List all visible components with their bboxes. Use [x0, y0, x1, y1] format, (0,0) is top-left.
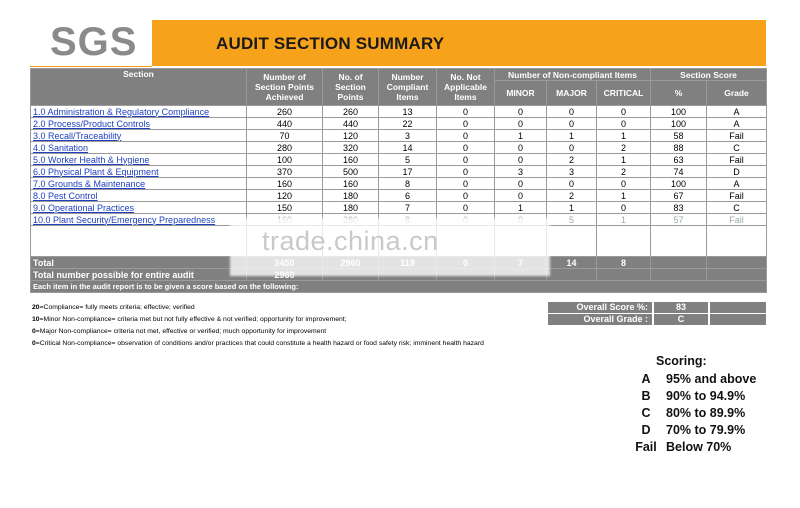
cell-critical: 0: [597, 178, 651, 190]
table-row: [31, 166, 767, 178]
cell-points: 260: [323, 106, 379, 118]
cell-critical: 1: [597, 130, 651, 142]
scoring-row: B 90% to 94.9%: [641, 389, 746, 403]
cell-grade: A: [707, 118, 767, 130]
cell-points: 440: [323, 118, 379, 130]
cell-na: 0: [437, 154, 495, 166]
header-not-applicable: No. Not Applicable Items: [437, 69, 495, 106]
cell-points: 500: [323, 166, 379, 178]
cell-na: 0: [437, 118, 495, 130]
title-banner: [152, 20, 766, 66]
cell-grade: C: [707, 142, 767, 154]
cell-pct: 67: [651, 190, 707, 202]
cell-points: 160: [323, 154, 379, 166]
cell-pct: 100: [651, 106, 707, 118]
section-link[interactable]: 2.0 Process/Product Controls: [31, 118, 247, 130]
header-compliant: Number Compliant Items: [379, 69, 437, 106]
cell-major: 2: [547, 154, 597, 166]
cell-major: 1: [547, 130, 597, 142]
cell-grade: Fail: [707, 154, 767, 166]
cell-minor: 1: [495, 202, 547, 214]
overall-grade: [548, 314, 766, 325]
cell-achieved: 370: [247, 166, 323, 178]
cell-na: 0: [437, 130, 495, 142]
logo-underline: [30, 66, 152, 67]
header-section-score: Section Score: [651, 69, 767, 81]
sgs-logo: SGS: [50, 20, 138, 64]
cell-points: 160: [323, 178, 379, 190]
scoring-note: Each item in the audit report is to be given a score based on the following:: [31, 281, 767, 293]
cell-compliant: 6: [379, 190, 437, 202]
cell-compliant: 22: [379, 118, 437, 130]
cell-major: 1: [547, 202, 597, 214]
cell-grade: C: [707, 202, 767, 214]
section-link[interactable]: 3.0 Recall/Traceability: [31, 130, 247, 142]
cell-major: 2: [547, 190, 597, 202]
total-label: Total: [31, 257, 247, 269]
header-critical: CRITICAL: [597, 81, 651, 106]
cell-critical: 2: [597, 142, 651, 154]
cell-pct: 100: [651, 178, 707, 190]
cell-points: 320: [323, 142, 379, 154]
cell-achieved: 440: [247, 118, 323, 130]
cell-compliant: 3: [379, 130, 437, 142]
overall-grade-label: Overall Grade :: [548, 314, 652, 325]
cell-grade: D: [707, 166, 767, 178]
cell-minor: 0: [495, 178, 547, 190]
cell-minor: 0: [495, 106, 547, 118]
table-row: [31, 130, 767, 142]
cell-achieved: 280: [247, 142, 323, 154]
section-link[interactable]: 5.0 Worker Health & Hygiene: [31, 154, 247, 166]
table-row: [31, 178, 767, 190]
cell-compliant: 7: [379, 202, 437, 214]
cell-major: 5: [547, 214, 597, 226]
scoring-row: Fail Below 70%: [635, 440, 732, 454]
cell-pct: 100: [651, 118, 707, 130]
cell-grade: Fail: [707, 130, 767, 142]
total-major: 14: [547, 257, 597, 269]
cell-critical: 0: [597, 106, 651, 118]
cell-compliant: 5: [379, 154, 437, 166]
total-possible-label: Total number possible for entire audit: [31, 269, 247, 281]
cell-compliant: 8: [379, 178, 437, 190]
cell-major: 3: [547, 166, 597, 178]
note-row: [31, 281, 767, 293]
scoring-row: D 70% to 79.9%: [641, 423, 746, 437]
cell-points: 120: [323, 130, 379, 142]
cell-grade: Fail: [707, 214, 767, 226]
scoring-row: A 95% and above: [641, 372, 757, 386]
cell-pct: 74: [651, 166, 707, 178]
cell-pct: 88: [651, 142, 707, 154]
cell-grade: Fail: [707, 190, 767, 202]
scoring-title: Scoring:: [656, 354, 707, 368]
table-row: [31, 106, 767, 118]
overall-score: [548, 302, 766, 313]
cell-major: 0: [547, 106, 597, 118]
cell-minor: 3: [495, 166, 547, 178]
table-row: [31, 118, 767, 130]
cell-minor: 0: [495, 154, 547, 166]
table-row: [31, 154, 767, 166]
total-critical: 8: [597, 257, 651, 269]
cell-points: 180: [323, 202, 379, 214]
header-noncompliant-group: Number of Non-compliant Items: [495, 69, 651, 81]
cell-critical: 1: [597, 154, 651, 166]
section-link[interactable]: 7.0 Grounds & Maintenance: [31, 178, 247, 190]
cell-na: 0: [437, 178, 495, 190]
table-row: [31, 202, 767, 214]
section-link[interactable]: 6.0 Physical Plant & Equipment: [31, 166, 247, 178]
legend-item: 20=Compliance= fully meets criteria; effective; verified: [32, 304, 195, 311]
cell-pct: 83: [651, 202, 707, 214]
cell-na: 0: [437, 142, 495, 154]
table-row: [31, 142, 767, 154]
cell-achieved: 70: [247, 130, 323, 142]
header-section: Section: [31, 69, 247, 106]
section-link[interactable]: 1.0 Administration & Regulatory Compliance: [31, 106, 247, 118]
cell-pct: 63: [651, 154, 707, 166]
cell-pct: 58: [651, 130, 707, 142]
header-grade: Grade: [707, 81, 767, 106]
cell-minor: 0: [495, 118, 547, 130]
header-percent: %: [651, 81, 707, 106]
header-major: MAJOR: [547, 81, 597, 106]
cell-na: 0: [437, 202, 495, 214]
cell-points: 180: [323, 190, 379, 202]
cell-major: 0: [547, 178, 597, 190]
legend-item: 10=Minor Non-compliance= criteria met but not fully effective & not verified; opportunity for improvement;: [32, 316, 347, 323]
section-link[interactable]: 8.0 Pest Control: [31, 190, 247, 202]
header-section-points: No. of Section Points: [323, 69, 379, 106]
cell-achieved: 120: [247, 190, 323, 202]
section-link[interactable]: 9.0 Operational Practices: [31, 202, 247, 214]
scoring-row: C 80% to 89.9%: [641, 406, 746, 420]
cell-achieved: 150: [247, 202, 323, 214]
legend-item: 0=Major Non-compliance= criteria not met, effective or verified; much opportunity for improvement: [32, 328, 327, 335]
cell-achieved: 260: [247, 106, 323, 118]
cell-compliant: 17: [379, 166, 437, 178]
cell-minor: 0: [495, 190, 547, 202]
cell-critical: 2: [597, 166, 651, 178]
watermark-text: trade.china.cn: [262, 226, 439, 256]
cell-major: 0: [547, 118, 597, 130]
cell-pct: 57: [651, 214, 707, 226]
cell-minor: 1: [495, 130, 547, 142]
legend-item: 0=Critical Non-compliance= observation of conditions and/or practices that could constitute a health hazard or food safety risk; imminent health hazard: [32, 340, 484, 347]
overall-score-label: Overall Score %:: [548, 302, 652, 313]
header-points-achieved: Number of Section Points Achieved: [247, 69, 323, 106]
page-title: AUDIT SECTION SUMMARY: [216, 34, 445, 53]
cell-na: 0: [437, 106, 495, 118]
cell-critical: 1: [597, 214, 651, 226]
cell-na: 0: [437, 166, 495, 178]
section-link[interactable]: 4.0 Sanitation: [31, 142, 247, 154]
cell-achieved: 100: [247, 154, 323, 166]
cell-achieved: 160: [247, 178, 323, 190]
cell-critical: 0: [597, 202, 651, 214]
cell-grade: A: [707, 178, 767, 190]
cell-critical: 1: [597, 190, 651, 202]
cell-grade: A: [707, 106, 767, 118]
cell-na: 0: [437, 190, 495, 202]
cell-critical: 0: [597, 118, 651, 130]
cell-minor: 0: [495, 142, 547, 154]
overall-score-value: 83: [654, 302, 708, 313]
cell-compliant: 14: [379, 142, 437, 154]
cell-compliant: 13: [379, 106, 437, 118]
overall-grade-value: C: [654, 314, 708, 325]
cell-major: 0: [547, 142, 597, 154]
table-row: [31, 190, 767, 202]
header-minor: MINOR: [495, 81, 547, 106]
section-link[interactable]: 10.0 Plant Security/Emergency Preparedness: [31, 214, 247, 226]
